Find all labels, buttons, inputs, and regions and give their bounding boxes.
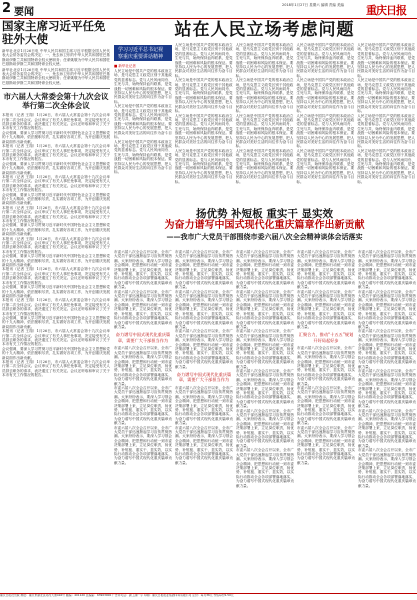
second-article-body-cont-13: 会议强调，要深入学习贯彻习近平新时代中国特色社会主义思想和党的十九大精神，依法履职尽责，扎实做好各项工作，为开创重庆发展新局面作出新贡献。 [2, 315, 110, 329]
second-article-body-cont-6: 本报讯（记者 王翔）1月26日，市六届人大常委会第十九次会议举行第二次全体会议。会议审议了有关人事任免事项，决定接受有关人员辞去职务的请求，表决通过了有关决定。会议还听取和审议了关于本市有关工作情况的报告。 [2, 205, 110, 223]
left-column [2, 20, 110, 378]
commentary-body-5b: 人民立场是中国共产党的根本政治立场，是马克思主义政党区别于其他政党的显著标志。党与人民风雨同舟、生死与共，始终保持血肉联系，是党战胜一切困难和风险的根本保证。要坚持以人民为中心的发展思想，把人民群众对美好生活的向往作为奋斗目标。 [357, 78, 415, 114]
commentary-body-2d: 人民立场是中国共产党的根本政治立场，是马克思主义政党区别于其他政党的显著标志。党与人民风雨同舟、生死与共，始终保持血肉联系，是党战胜一切困难和风险的根本保证。要坚持以人民为中心的发展思想，把人民群众对美好生活的向往作为奋斗目标。 [174, 148, 233, 184]
main-body: 市委六届八次全会召开以来，全市广大党员干部迅速掀起学习宣传贯彻热潮。大家纷纷表示，要深入学习领会全会精神，把思想和行动统一到市委决策部署上来，立足岗位职责，扬优势、补短板、重实干、显实效，以实际行动推动全会各项部署落地落实，为奋力谱写中国式现代化重庆篇章贡献力量。 [175, 385, 233, 426]
main-body: 市委六届八次全会召开以来，全市广大党员干部迅速掀起学习宣传贯彻热潮。大家纷纷表示，要深入学习领会全会精神，把思想和行动统一到市委决策部署上来，立足岗位职责，扬优势、补短板、重实干、显实效，以实际行动推动全会各项部署落地落实，为奋力谱写中国式现代化重庆篇章贡献力量。 [297, 346, 355, 386]
main-column-5 [358, 250, 416, 488]
main-body: 市委六届八次全会召开以来，全市广大党员干部迅速掀起学习宣传贯彻热潮。大家纷纷表示，要深入学习领会全会精神，把思想和行动统一到市委决策部署上来，立足岗位职责，扬优势、补短板、重实干、显实效，以实际行动推动全会各项部署落地落实，为奋力谱写中国式现代化重庆篇章贡献力量。 [297, 289, 355, 329]
main-body: 市委六届八次全会召开以来，全市广大党员干部迅速掀起学习宣传贯彻热潮。大家纷纷表示，要深入学习领会全会精神，把思想和行动统一到市委决策部署上来，立足岗位职责，扬优势、补短板、重实干、显实效，以实际行动推动全会各项部署落地落实，为奋力谱写中国式现代化重庆篇章贡献力量。 [236, 289, 294, 329]
main-body: 市委六届八次全会召开以来，全市广大党员干部迅速掀起学习宣传贯彻热潮。大家纷纷表示，要深入学习领会全会精神，把思想和行动统一到市委决策部署上来，立足岗位职责，扬优势、补短板、重实干、显实效，以实际行动推动全会各项部署落地落实，为奋力谱写中国式现代化重庆篇章贡献力量。 [297, 385, 355, 426]
second-article-body-cont-16: 本报讯（记者 王翔）1月26日，市六届人大常委会第十九次会议举行第二次全体会议。会议审议了有关人事任免事项，决定接受有关人员辞去职务的请求，表决通过了有关决定。会议还听取和审议了关于本市有关工作情况的报告。 [2, 360, 110, 378]
commentary-body-3: 人民立场是中国共产党的根本政治立场，是马克思主义政党区别于其他政党的显著标志。党与人民风雨同舟、生死与共，始终保持血肉联系，是党战胜一切困难和风险的根本保证。要坚持以人民为中心的发展思想，把人民群众对美好生活的向往作为奋斗目标。 [235, 43, 294, 78]
commentary-title: 站在人民立场考虑问题 [174, 20, 355, 40]
second-article-body-cont-7: 会议强调，要深入学习贯彻习近平新时代中国特色社会主义思想和党的十九大精神，依法履职尽责，扎实做好各项工作，为开创重庆发展新局面作出新贡献。 [2, 223, 110, 237]
commentary-body-2b: 人民立场是中国共产党的根本政治立场，是马克思主义政党区别于其他政党的显著标志。党与人民风雨同舟、生死与共，始终保持血肉联系，是党战胜一切困难和风险的根本保证。要坚持以人民为中心的发展思想，把人民群众对美好生活的向往作为奋斗目标。 [174, 78, 233, 114]
main-column-4 [297, 250, 355, 465]
main-body: 市委六届八次全会召开以来，全市广大党员干部迅速掀起学习宣传贯彻热潮。大家纷纷表示，要深入学习领会全会精神，把思想和行动统一到市委决策部署上来，立足岗位职责，扬优势、补短板、重实干、显实效，以实际行动推动全会各项部署落地落实，为奋力谱写中国式现代化重庆篇章贡献力量。 [297, 250, 355, 290]
main-column-1 [114, 250, 172, 465]
main-body: 市委六届八次全会召开以来，全市广大党员干部迅速掀起学习宣传贯彻热潮。大家纷纷表示，要深入学习领会全会精神，把思想和行动统一到市委决策部署上来，立足岗位职责，扬优势、补短板、重实干、显实效，以实际行动推动全会各项部署落地落实，为奋力谱写中国式现代化重庆篇章贡献力量。 [175, 425, 233, 465]
second-article-body: 本报讯（记者 王翔）1月26日，市六届人大常委会第十九次会议举行第二次全体会议。会议审议了有关人事任免事项，决定接受有关人员辞去职务的请求，表决通过了有关决定。会议还听取和审议了关于本市有关工作情况的报告。 [2, 113, 110, 131]
commentary-body-4b: 人民立场是中国共产党的根本政治立场，是马克思主义政党区别于其他政党的显著标志。党与人民风雨同舟、生死与共，始终保持血肉联系，是党战胜一切困难和风险的根本保证。要坚持以人民为中心的发展思想，把人民群众对美好生活的向往作为奋斗目标。 [296, 78, 355, 114]
commentary-body-3b: 人民立场是中国共产党的根本政治立场，是马克思主义政党区别于其他政党的显著标志。党与人民风雨同舟、生死与共，始终保持血肉联系，是党战胜一切困难和风险的根本保证。要坚持以人民为中心的发展思想，把人民群众对美好生活的向往作为奋斗目标。 [235, 78, 294, 114]
commentary-body-2: 人民立场是中国共产党的根本政治立场，是马克思主义政党区别于其他政党的显著标志。党与人民风雨同舟、生死与共，始终保持血肉联系，是党战胜一切困难和风险的根本保证。要坚持以人民为中心的发展思想，把人民群众对美好生活的向往作为奋斗目标。 [174, 43, 233, 78]
second-article-body-cont-14: 本报讯（记者 王翔）1月26日，市六届人大常委会第十九次会议举行第二次全体会议。会议审议了有关人事任免事项，决定接受有关人员辞去职务的请求，表决通过了有关决定。会议还听取和审议了关于本市有关工作情况的报告。 [2, 329, 110, 347]
commentary-body-4d: 人民立场是中国共产党的根本政治立场，是马克思主义政党区别于其他政党的显著标志。党与人民风雨同舟、生死与共，始终保持血肉联系，是党战胜一切困难和风险的根本保证。要坚持以人民为中心的发展思想，把人民群众对美好生活的向往作为奋斗目标。 [296, 148, 355, 184]
second-article-body-cont-12: 本报讯（记者 王翔）1月26日，市六届人大常委会第十九次会议举行第二次全体会议。会议审议了有关人事任免事项，决定接受有关人员辞去职务的请求，表决通过了有关决定。会议还听取和审议了关于本市有关工作情况的报告。 [2, 298, 110, 316]
main-body: 市委六届八次全会召开以来，全市广大党员干部迅速掀起学习宣传贯彻热潮。大家纷纷表示，要深入学习领会全会精神，把思想和行动统一到市委决策部署上来，立足岗位职责，扬优势、补短板、重实干、显实效，以实际行动推动全会各项部署落地落实，为奋力谱写中国式现代化重庆篇章贡献力量。 [236, 329, 294, 369]
main-body: 市委六届八次全会召开以来，全市广大党员干部迅速掀起学习宣传贯彻热潮。大家纷纷表示，要深入学习领会全会精神，把思想和行动统一到市委决策部署上来，立足岗位职责，扬优势、补短板、重实干、显实效，以实际行动推动全会各项部署落地落实，为奋力谱写中国式现代化重庆篇章贡献力量。 [358, 289, 416, 329]
lead-article-body-cont: 新华社北京1月26日电 中华人民共和国主席习近平根据全国人民代表大会常务委员会的决定：一、免去孙卫东的中华人民共和国驻巴基斯坦伊斯兰共和国特命全权大使职务；任命姚敬为中华人民共和国驻巴基斯坦伊斯兰共和国特命全权大使。 [2, 67, 110, 85]
commentary-body-3c: 人民立场是中国共产党的根本政治立场，是马克思主义政党区别于其他政党的显著标志。党与人民风雨同舟、生死与共，始终保持血肉联系，是党战胜一切困难和风险的根本保证。要坚持以人民为中心的发展思想，把人民群众对美好生活的向往作为奋斗目标。 [235, 113, 294, 149]
main-article-headline-block [114, 208, 415, 242]
main-body: 市委六届八次全会召开以来，全市广大党员干部迅速掀起学习宣传贯彻热潮。大家纷纷表示，要深入学习领会全会精神，把思想和行动统一到市委决策部署上来，立足岗位职责，扬优势、补短板、重实干、显实效，以实际行动推动全会各项部署落地落实，为奋力谱写中国式现代化重庆篇章贡献力量。 [358, 250, 416, 290]
page-number: 2 [2, 1, 12, 16]
pull-quote: 奋力谱写中国式现代化重庆篇章，需要广大干部担当作为 [176, 371, 232, 383]
second-article-title: 市六届人大常委会第十九次会议举行第二次全体会议 [3, 92, 109, 111]
commentary-block [114, 20, 415, 184]
main-body: 市委六届八次全会召开以来，全市广大党员干部迅速掀起学习宣传贯彻热潮。大家纷纷表示，要深入学习领会全会精神，把思想和行动统一到市委决策部署上来，立足岗位职责，扬优势、补短板、重实干、显实效，以实际行动推动全会各项部署落地落实，为奋力谱写中国式现代化重庆篇章贡献力量。 [236, 368, 294, 409]
main-body: 市委六届八次全会召开以来，全市广大党员干部迅速掀起学习宣传贯彻热潮。大家纷纷表示，要深入学习领会全会精神，把思想和行动统一到市委决策部署上来，立足岗位职责，扬优势、补短板、重实干、显实效，以实际行动推动全会各项部署落地落实，为奋力谱写中国式现代化重庆篇章贡献力量。 [358, 448, 416, 488]
main-body: 市委六届八次全会召开以来，全市广大党员干部迅速掀起学习宣传贯彻热潮。大家纷纷表示，要深入学习领会全会精神，把思想和行动统一到市委决策部署上来，立足岗位职责，扬优势、补短板、重实干、显实效，以实际行动推动全会各项部署落地落实，为奋力谱写中国式现代化重庆篇章贡献力量。 [358, 329, 416, 369]
second-article-body-cont-5: 会议强调，要深入学习贯彻习近平新时代中国特色社会主义思想和党的十九大精神，依法履职尽责，扎实做好各项工作，为开创重庆发展新局面作出新贡献。 [2, 192, 110, 206]
main-body: 市委六届八次全会召开以来，全市广大党员干部迅速掀起学习宣传贯彻热潮。大家纷纷表示，要深入学习领会全会精神，把思想和行动统一到市委决策部署上来，立足岗位职责，扬优势、补短板、重实干、显实效，以实际行动推动全会各项部署落地落实，为奋力谱写中国式现代化重庆篇章贡献力量。 [114, 385, 172, 426]
main-deck: ——我市广大党员干部围绕市委六届八次全会精神谈体会话落实 [166, 232, 363, 241]
page-footer: 重庆日报社出版 地址：重庆市渝北区同茂大道416号 邮编：401120 总编室：63903000 广告许可证：渝工商广字 印刷：重庆日报报业集团印务有限公司 定价：每月36元 零售每份1.50元 [0, 593, 417, 597]
main-body: 市委六届八次全会召开以来，全市广大党员干部迅速掀起学习宣传贯彻热潮。大家纷纷表示，要深入学习领会全会精神，把思想和行动统一到市委决策部署上来，立足岗位职责，扬优势、补短板、重实干、显实效，以实际行动推动全会各项部署落地落实，为奋力谱写中国式现代化重庆篇章贡献力量。 [114, 250, 172, 290]
commentary-body-1b: 人民立场是中国共产党的根本政治立场，是马克思主义政党区别于其他政党的显著标志。党与人民风雨同舟、生死与共，始终保持血肉联系，是党战胜一切困难和风险的根本保证。要坚持以人民为中心的发展思想，把人民群众对美好生活的向往作为奋斗目标。 [114, 104, 172, 140]
second-article-body-cont-11: 会议强调，要深入学习贯彻习近平新时代中国特色社会主义思想和党的十九大精神，依法履职尽责，扎实做好各项工作，为开创重庆发展新局面作出新贡献。 [2, 285, 110, 298]
main-body: 市委六届八次全会召开以来，全市广大党员干部迅速掀起学习宣传贯彻热潮。大家纷纷表示，要深入学习领会全会精神，把思想和行动统一到市委决策部署上来，立足岗位职责，扬优势、补短板、重实干、显实效，以实际行动推动全会各项部署落地落实，为奋力谱写中国式现代化重庆篇章贡献力量。 [114, 346, 172, 386]
second-article-body-cont-3: 会议强调，要深入学习贯彻习近平新时代中国特色社会主义思想和党的十九大精神，依法履职尽责，扎实做好各项工作，为开创重庆发展新局面作出新贡献。 [2, 161, 110, 175]
main-body: 市委六届八次全会召开以来，全市广大党员干部迅速掀起学习宣传贯彻热潮。大家纷纷表示，要深入学习领会全会精神，把思想和行动统一到市委决策部署上来，立足岗位职责，扬优势、补短板、重实干、显实效，以实际行动推动全会各项部署落地落实，为奋力谱写中国式现代化重庆篇章贡献力量。 [236, 448, 294, 488]
second-article-body-cont-2: 本报讯（记者 王翔）1月26日，市六届人大常委会第十九次会议举行第二次全体会议。会议审议了有关人事任免事项，决定接受有关人员辞去职务的请求，表决通过了有关决定。会议还听取和审议了关于本市有关工作情况的报告。 [2, 144, 110, 162]
masthead-logo: 重庆日报 [366, 4, 406, 17]
second-article-body-cont-10: 本报讯（记者 王翔）1月26日，市六届人大常委会第十九次会议举行第二次全体会议。会议审议了有关人事任免事项，决定接受有关人员辞去职务的请求，表决通过了有关决定。会议还听取和审议了关于本市有关工作情况的报告。 [2, 267, 110, 285]
main-body: 市委六届八次全会召开以来，全市广大党员干部迅速掀起学习宣传贯彻热潮。大家纷纷表示，要深入学习领会全会精神，把思想和行动统一到市委决策部署上来，立足岗位职责，扬优势、补短板、重实干、显实效，以实际行动推动全会各项部署落地落实，为奋力谱写中国式现代化重庆篇章贡献力量。 [236, 408, 294, 448]
main-body: 市委六届八次全会召开以来，全市广大党员干部迅速掀起学习宣传贯彻热潮。大家纷纷表示，要深入学习领会全会精神，把思想和行动统一到市委决策部署上来，立足岗位职责，扬优势、补短板、重实干、显实效，以实际行动推动全会各项部署落地落实，为奋力谱写中国式现代化重庆篇章贡献力量。 [175, 329, 233, 369]
edition-meta: 2018年1月27日 星期六 编辑 责编 美编 [282, 3, 345, 7]
commentary-body-5: 人民立场是中国共产党的根本政治立场，是马克思主义政党区别于其他政党的显著标志。党与人民风雨同舟、生死与共，始终保持血肉联系，是党战胜一切困难和风险的根本保证。要坚持以人民为中心的发展思想，把人民群众对美好生活的向往作为奋斗目标。 [357, 43, 415, 78]
commentary-byline: ■ 新华社记者 [114, 64, 136, 68]
main-column-3 [236, 250, 294, 488]
pull-quote: 汇聚合力，推动“十五五”规划开好局起好步 [298, 332, 354, 343]
commentary-body-5d: 人民立场是中国共产党的根本政治立场，是马克思主义政党区别于其他政党的显著标志。党与人民风雨同舟、生死与共，始终保持血肉联系，是党战胜一切困难和风险的根本保证。要坚持以人民为中心的发展思想，把人民群众对美好生活的向往作为奋斗目标。 [357, 148, 415, 184]
section-label: 要闻 [14, 7, 34, 18]
lead-article-title: 国家主席习近平任免驻外大使 [2, 19, 106, 46]
commentary-body-1: 人民立场是中国共产党的根本政治立场，是马克思主义政党区别于其他政党的显著标志。党与人民风雨同舟、生死与共，始终保持血肉联系，是党战胜一切困难和风险的根本保证。要坚持以人民为中心的发展思想，把人民群众对美好生活的向往作为奋斗目标。 [114, 69, 172, 104]
main-body: 市委六届八次全会召开以来，全市广大党员干部迅速掀起学习宣传贯彻热潮。大家纷纷表示，要深入学习领会全会精神，把思想和行动统一到市委决策部署上来，立足岗位职责，扬优势、补短板、重实干、显实效，以实际行动推动全会各项部署落地落实，为奋力谱写中国式现代化重庆篇章贡献力量。 [114, 425, 172, 465]
main-body: 市委六届八次全会召开以来，全市广大党员干部迅速掀起学习宣传贯彻热潮。大家纷纷表示，要深入学习领会全会精神，把思想和行动统一到市委决策部署上来，立足岗位职责，扬优势、补短板、重实干、显实效，以实际行动推动全会各项部署落地落实，为奋力谱写中国式现代化重庆篇章贡献力量。 [297, 425, 355, 465]
divider [2, 88, 110, 89]
commentary-body-3d: 人民立场是中国共产党的根本政治立场，是马克思主义政党区别于其他政党的显著标志。党与人民风雨同舟、生死与共，始终保持血肉联系，是党战胜一切困难和风险的根本保证。要坚持以人民为中心的发展思想，把人民群众对美好生活的向往作为奋斗目标。 [235, 148, 294, 184]
column-label-bar: 学习习近平总书记视察重庆重要讲话精神 [114, 45, 172, 61]
main-headline: 为奋力谱写中国式现代化重庆篇章作出新贡献 [164, 220, 365, 231]
commentary-body-2c: 人民立场是中国共产党的根本政治立场，是马克思主义政党区别于其他政党的显著标志。党与人民风雨同舟、生死与共，始终保持血肉联系，是党战胜一切困难和风险的根本保证。要坚持以人民为中心的发展思想，把人民群众对美好生活的向往作为奋斗目标。 [174, 113, 233, 149]
second-article-body-cont-4: 本报讯（记者 王翔）1月26日，市六届人大常委会第十九次会议举行第二次全体会议。会议审议了有关人事任免事项，决定接受有关人员辞去职务的请求，表决通过了有关决定。会议还听取和审议了关于本市有关工作情况的报告。 [2, 174, 110, 193]
main-body: 市委六届八次全会召开以来，全市广大党员干部迅速掀起学习宣传贯彻热潮。大家纷纷表示，要深入学习领会全会精神，把思想和行动统一到市委决策部署上来，立足岗位职责，扬优势、补短板、重实干、显实效，以实际行动推动全会各项部署落地落实，为奋力谱写中国式现代化重庆篇章贡献力量。 [114, 289, 172, 329]
main-body: 市委六届八次全会召开以来，全市广大党员干部迅速掀起学习宣传贯彻热潮。大家纷纷表示，要深入学习领会全会精神，把思想和行动统一到市委决策部署上来，立足岗位职责，扬优势、补短板、重实干、显实效，以实际行动推动全会各项部署落地落实，为奋力谱写中国式现代化重庆篇章贡献力量。 [175, 289, 233, 329]
commentary-body-4c: 人民立场是中国共产党的根本政治立场，是马克思主义政党区别于其他政党的显著标志。党与人民风雨同舟、生死与共，始终保持血肉联系，是党战胜一切困难和风险的根本保证。要坚持以人民为中心的发展思想，把人民群众对美好生活的向往作为奋斗目标。 [296, 113, 355, 149]
commentary-body-5c: 人民立场是中国共产党的根本政治立场，是马克思主义政党区别于其他政党的显著标志。党与人民风雨同舟、生死与共，始终保持血肉联系，是党战胜一切困难和风险的根本保证。要坚持以人民为中心的发展思想，把人民群众对美好生活的向往作为奋斗目标。 [357, 113, 415, 149]
main-body: 市委六届八次全会召开以来，全市广大党员干部迅速掀起学习宣传贯彻热潮。大家纷纷表示，要深入学习领会全会精神，把思想和行动统一到市委决策部署上来，立足岗位职责，扬优势、补短板、重实干、显实效，以实际行动推动全会各项部署落地落实，为奋力谱写中国式现代化重庆篇章贡献力量。 [236, 250, 294, 290]
main-body: 市委六届八次全会召开以来，全市广大党员干部迅速掀起学习宣传贯彻热潮。大家纷纷表示，要深入学习领会全会精神，把思想和行动统一到市委决策部署上来，立足岗位职责，扬优势、补短板、重实干、显实效，以实际行动推动全会各项部署落地落实，为奋力谱写中国式现代化重庆篇章贡献力量。 [358, 408, 416, 448]
lead-article-body: 新华社北京1月26日电 中华人民共和国主席习近平根据全国人民代表大会常务委员会的决定：一、免去孙卫东的中华人民共和国驻巴基斯坦伊斯兰共和国特命全权大使职务；任命姚敬为中华人民共和国驻巴基斯坦伊斯兰共和国特命全权大使。 [2, 49, 110, 67]
main-kicker: 扬优势 补短板 重实干 显实效 [196, 208, 333, 220]
pull-quote: 奋力谱写中国式现代化重庆篇章，需要广大干部担当作为 [115, 332, 171, 343]
main-body: 市委六届八次全会召开以来，全市广大党员干部迅速掀起学习宣传贯彻热潮。大家纷纷表示，要深入学习领会全会精神，把思想和行动统一到市委决策部署上来，立足岗位职责，扬优势、补短板、重实干、显实效，以实际行动推动全会各项部署落地落实，为奋力谱写中国式现代化重庆篇章贡献力量。 [358, 368, 416, 409]
second-article-body-cont-15: 会议强调，要深入学习贯彻习近平新时代中国特色社会主义思想和党的十九大精神，依法履职尽责，扎实做好各项工作，为开创重庆发展新局面作出新贡献。 [2, 346, 110, 360]
main-column-2 [175, 250, 233, 465]
page-header [0, 0, 417, 19]
second-article-body-cont: 会议强调，要深入学习贯彻习近平新时代中国特色社会主义思想和党的十九大精神，依法履职尽责，扎实做好各项工作，为开创重庆发展新局面作出新贡献。 [2, 130, 110, 144]
commentary-body-1c: 人民立场是中国共产党的根本政治立场，是马克思主义政党区别于其他政党的显著标志。党与人民风雨同舟、生死与共，始终保持血肉联系，是党战胜一切困难和风险的根本保证。要坚持以人民为中心的发展思想，把人民群众对美好生活的向往作为奋斗目标。 [114, 139, 172, 175]
second-article-body-cont-8: 本报讯（记者 王翔）1月26日，市六届人大常委会第十九次会议举行第二次全体会议。会议审议了有关人事任免事项，决定接受有关人员辞去职务的请求，表决通过了有关决定。会议还听取和审议了关于本市有关工作情况的报告。 [2, 236, 110, 254]
second-article-body-cont-9: 会议强调，要深入学习贯彻习近平新时代中国特色社会主义思想和党的十九大精神，依法履职尽责，扎实做好各项工作，为开创重庆发展新局面作出新贡献。 [2, 254, 110, 268]
main-body: 市委六届八次全会召开以来，全市广大党员干部迅速掀起学习宣传贯彻热潮。大家纷纷表示，要深入学习领会全会精神，把思想和行动统一到市委决策部署上来，立足岗位职责，扬优势、补短板、重实干、显实效，以实际行动推动全会各项部署落地落实，为奋力谱写中国式现代化重庆篇章贡献力量。 [175, 250, 233, 290]
commentary-body-4: 人民立场是中国共产党的根本政治立场，是马克思主义政党区别于其他政党的显著标志。党与人民风雨同舟、生死与共，始终保持血肉联系，是党战胜一切困难和风险的根本保证。要坚持以人民为中心的发展思想，把人民群众对美好生活的向往作为奋斗目标。 [296, 43, 355, 78]
